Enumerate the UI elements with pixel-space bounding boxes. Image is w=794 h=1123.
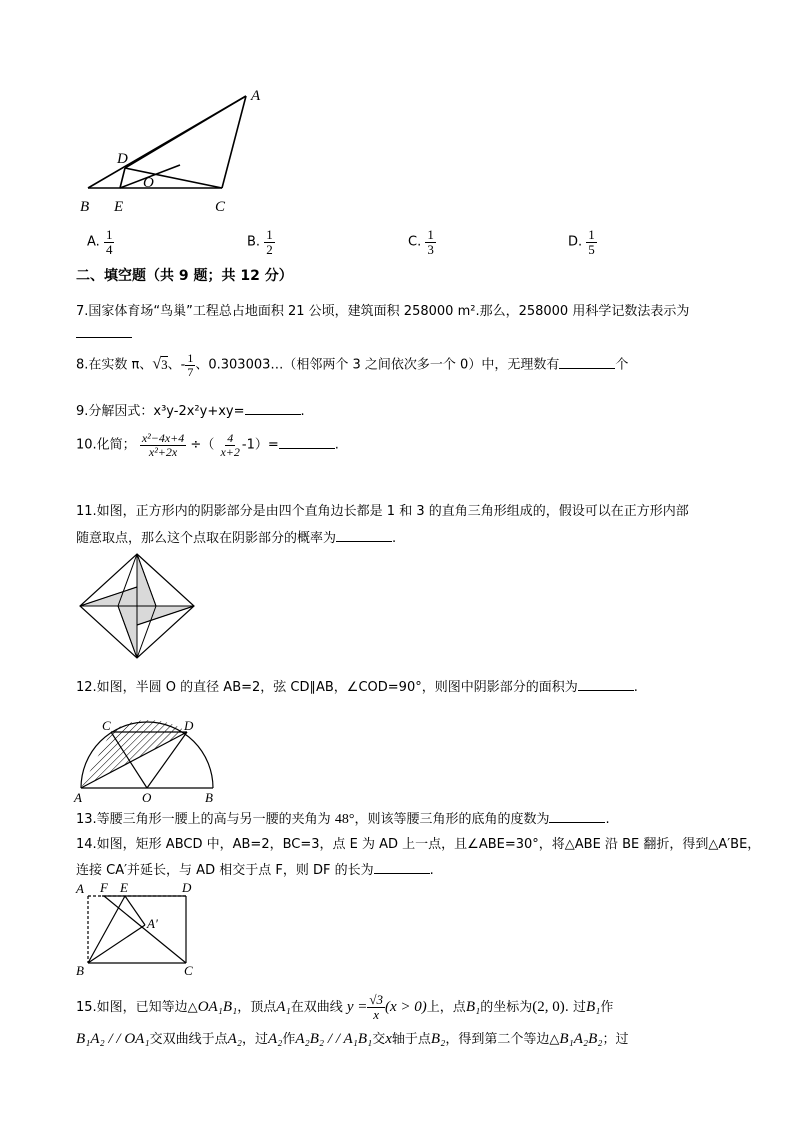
q10-prefix: 10.化简； [76, 437, 136, 453]
q10-tail: -1）= [241, 437, 279, 453]
q13-prefix: 13.等腰三角形一腰上的高与另一腰的夹角为 [76, 812, 331, 827]
fig12-label-d: D [184, 718, 194, 733]
q10-fraction-1: $\frac{\text{x²−4x+4}}{\text{x²+2x}}$ [141, 431, 185, 459]
q13-angle: 48° [334, 812, 355, 827]
q10-answer-blank[interactable] [279, 436, 335, 449]
q15-text: ，过 [241, 1032, 268, 1047]
question-7 [76, 300, 689, 319]
q9-text: 9.分解因式：x³y-2x²y+xy= [76, 404, 245, 419]
q12-text: 12.如图，半圆 O 的直径 AB=2，弦 CD∥AB，∠COD=90°，则图中阴影部分的面积为 [76, 680, 578, 695]
question-11-line-1: 11.如图，正方形内的阴影部分是由四个直角边长都是 1 和 3 的直角三角形组成的，假设可以在正方形内部 [76, 504, 689, 519]
option-fraction: $\frac{1}{2}$ [266, 227, 273, 257]
q15-text: ，顶点 [237, 1000, 277, 1015]
q15-math: A₂B₂ / / A₁B₁ [295, 1031, 373, 1047]
q15-text: 交 [372, 1032, 386, 1047]
q13-end: . [605, 812, 610, 827]
q11-end: . [392, 531, 397, 546]
q15-math: B₁ [465, 999, 481, 1015]
question-14-line-2 [76, 859, 434, 878]
question-14-line-1: 14.如图，矩形 ABCD 中，AB=2，BC=3，点 E 为 AD 上一点，且∠ABE=30°，将△ABE 沿 BE 翻折，得到△A′BE， [76, 837, 761, 852]
q14-figure [72, 880, 212, 978]
q15-math: B₁ [585, 999, 601, 1015]
fig6-label-d: D [117, 151, 128, 167]
question-15-line-2 [76, 1028, 628, 1048]
fig14-label-b: B [76, 963, 84, 978]
option-fraction: $\frac{1}{3}$ [427, 227, 434, 257]
fig14-label-c: C [184, 963, 193, 978]
q8-sep: 、- [167, 357, 186, 373]
q12-answer-blank[interactable] [578, 678, 634, 691]
question-15-line-1 [76, 990, 613, 1025]
q15-text: 交双曲线于点 [149, 1032, 228, 1047]
q11-answer-blank[interactable] [336, 529, 392, 542]
q7-text: 7.国家体育场“鸟巢”工程总占地面积 21 公顷，建筑面积 258000 m².那么，258000 用科学记数法表示为 [76, 304, 690, 319]
fig6-label-a: A [251, 88, 261, 104]
q15-math: x [385, 1031, 392, 1047]
section-title: 二、填空题（共 9 题；共 12 分） [76, 268, 293, 284]
option-label: D. [568, 234, 583, 250]
q15-coordinate: (2, 0) [532, 999, 565, 1015]
q15-equation: y = $\frac{√3}{x}$ (x > 0) [346, 992, 427, 1023]
q14-end: . [429, 863, 434, 878]
q15-math: OA₁B₁ [197, 999, 238, 1015]
q14-answer-blank[interactable] [374, 861, 430, 874]
question-13 [76, 808, 610, 828]
q15-math: B₁A₂B₂ [559, 1031, 603, 1047]
question-10 [76, 432, 339, 458]
q11-figure [76, 550, 198, 662]
q15-math: A₂ [227, 1031, 242, 1047]
q11-line2: 随意取点，那么这个点取在阴影部分的概率为 [76, 531, 337, 546]
q13-suffix: ，则该等腰三角形的底角的度数为 [354, 812, 550, 827]
q15-math: B₂ [430, 1031, 446, 1047]
fig12-label-b: B [205, 790, 213, 805]
q12-end: . [633, 680, 638, 695]
question-12 [76, 676, 638, 695]
q8-fraction: $\frac{1}{7}$ [187, 351, 194, 379]
question-11-line-2 [76, 527, 396, 546]
fig14-label-e: E [120, 880, 128, 895]
q6-option-d[interactable] [568, 228, 597, 256]
option-label: A. [87, 234, 100, 250]
q15-text: 上，点 [426, 1000, 466, 1015]
option-fraction: $\frac{1}{4}$ [105, 227, 113, 257]
q15-math: A₁ [276, 999, 291, 1015]
q12-figure [72, 718, 222, 806]
q15-text: ，得到第二个等边△ [445, 1032, 560, 1047]
q9-answer-blank[interactable] [245, 402, 301, 415]
q8-rest: 、0.303003…（相邻两个 3 之间依次多一个 0）中，无理数有 [195, 357, 560, 373]
option-label: C. [408, 234, 422, 250]
q10-end: . [334, 437, 339, 453]
q6-option-a[interactable] [87, 228, 114, 256]
fig6-label-o: O [143, 175, 154, 191]
option-label: B. [247, 234, 261, 250]
q10-div: ÷（ [190, 437, 215, 453]
sqrt-radicand: 3 [161, 356, 168, 372]
q6-figure [70, 80, 280, 220]
q10-fraction-2: $\frac{4}{x+2}$ [220, 431, 240, 459]
q8-suffix: 个 [615, 357, 629, 373]
q15-text: 轴于点 [391, 1032, 431, 1047]
q9-end: . [300, 404, 305, 419]
fig14-label-d: D [182, 880, 192, 895]
question-8 [76, 352, 628, 378]
q15-text: 在双曲线 [290, 1000, 343, 1015]
option-fraction: $\frac{1}{5}$ [588, 227, 595, 257]
q15-text: . 过 [564, 1000, 586, 1015]
fig14-label-a: A [76, 881, 84, 896]
q15-text: ；过 [602, 1032, 629, 1047]
fig14-label-a-prime: A′ [147, 916, 158, 931]
q13-answer-blank[interactable] [549, 810, 605, 823]
q6-option-c[interactable] [408, 228, 436, 256]
question-9 [76, 400, 305, 419]
fig14-label-f: F [100, 880, 108, 895]
q15-text: 作 [600, 1000, 614, 1015]
fig6-label-c: C [215, 199, 226, 215]
fig6-label-e: E [114, 199, 124, 215]
q8-prefix: 8.在实数 π、 [76, 357, 153, 373]
q15-text: 15.如图，已知等边△ [76, 1000, 198, 1015]
q15-math: A₂ [267, 1031, 283, 1047]
fig12-label-o: O [142, 790, 152, 805]
fig6-label-b: B [80, 199, 90, 215]
q15-text: 的坐标为 [480, 1000, 533, 1015]
q14-line2: 连接 CA′并延长，与 AD 相交于点 F，则 DF 的长为 [76, 863, 374, 878]
fig12-label-c: C [102, 718, 111, 733]
q6-option-b[interactable] [247, 228, 275, 256]
q7-answer-blank[interactable] [76, 325, 132, 342]
q15-math: B₁A₂ / / OA₁ [76, 1031, 150, 1047]
fig12-label-a: A [74, 790, 82, 805]
q8-answer-blank[interactable] [559, 356, 615, 369]
sqrt-symbol: √ [152, 355, 162, 373]
q15-text: 作 [282, 1032, 296, 1047]
